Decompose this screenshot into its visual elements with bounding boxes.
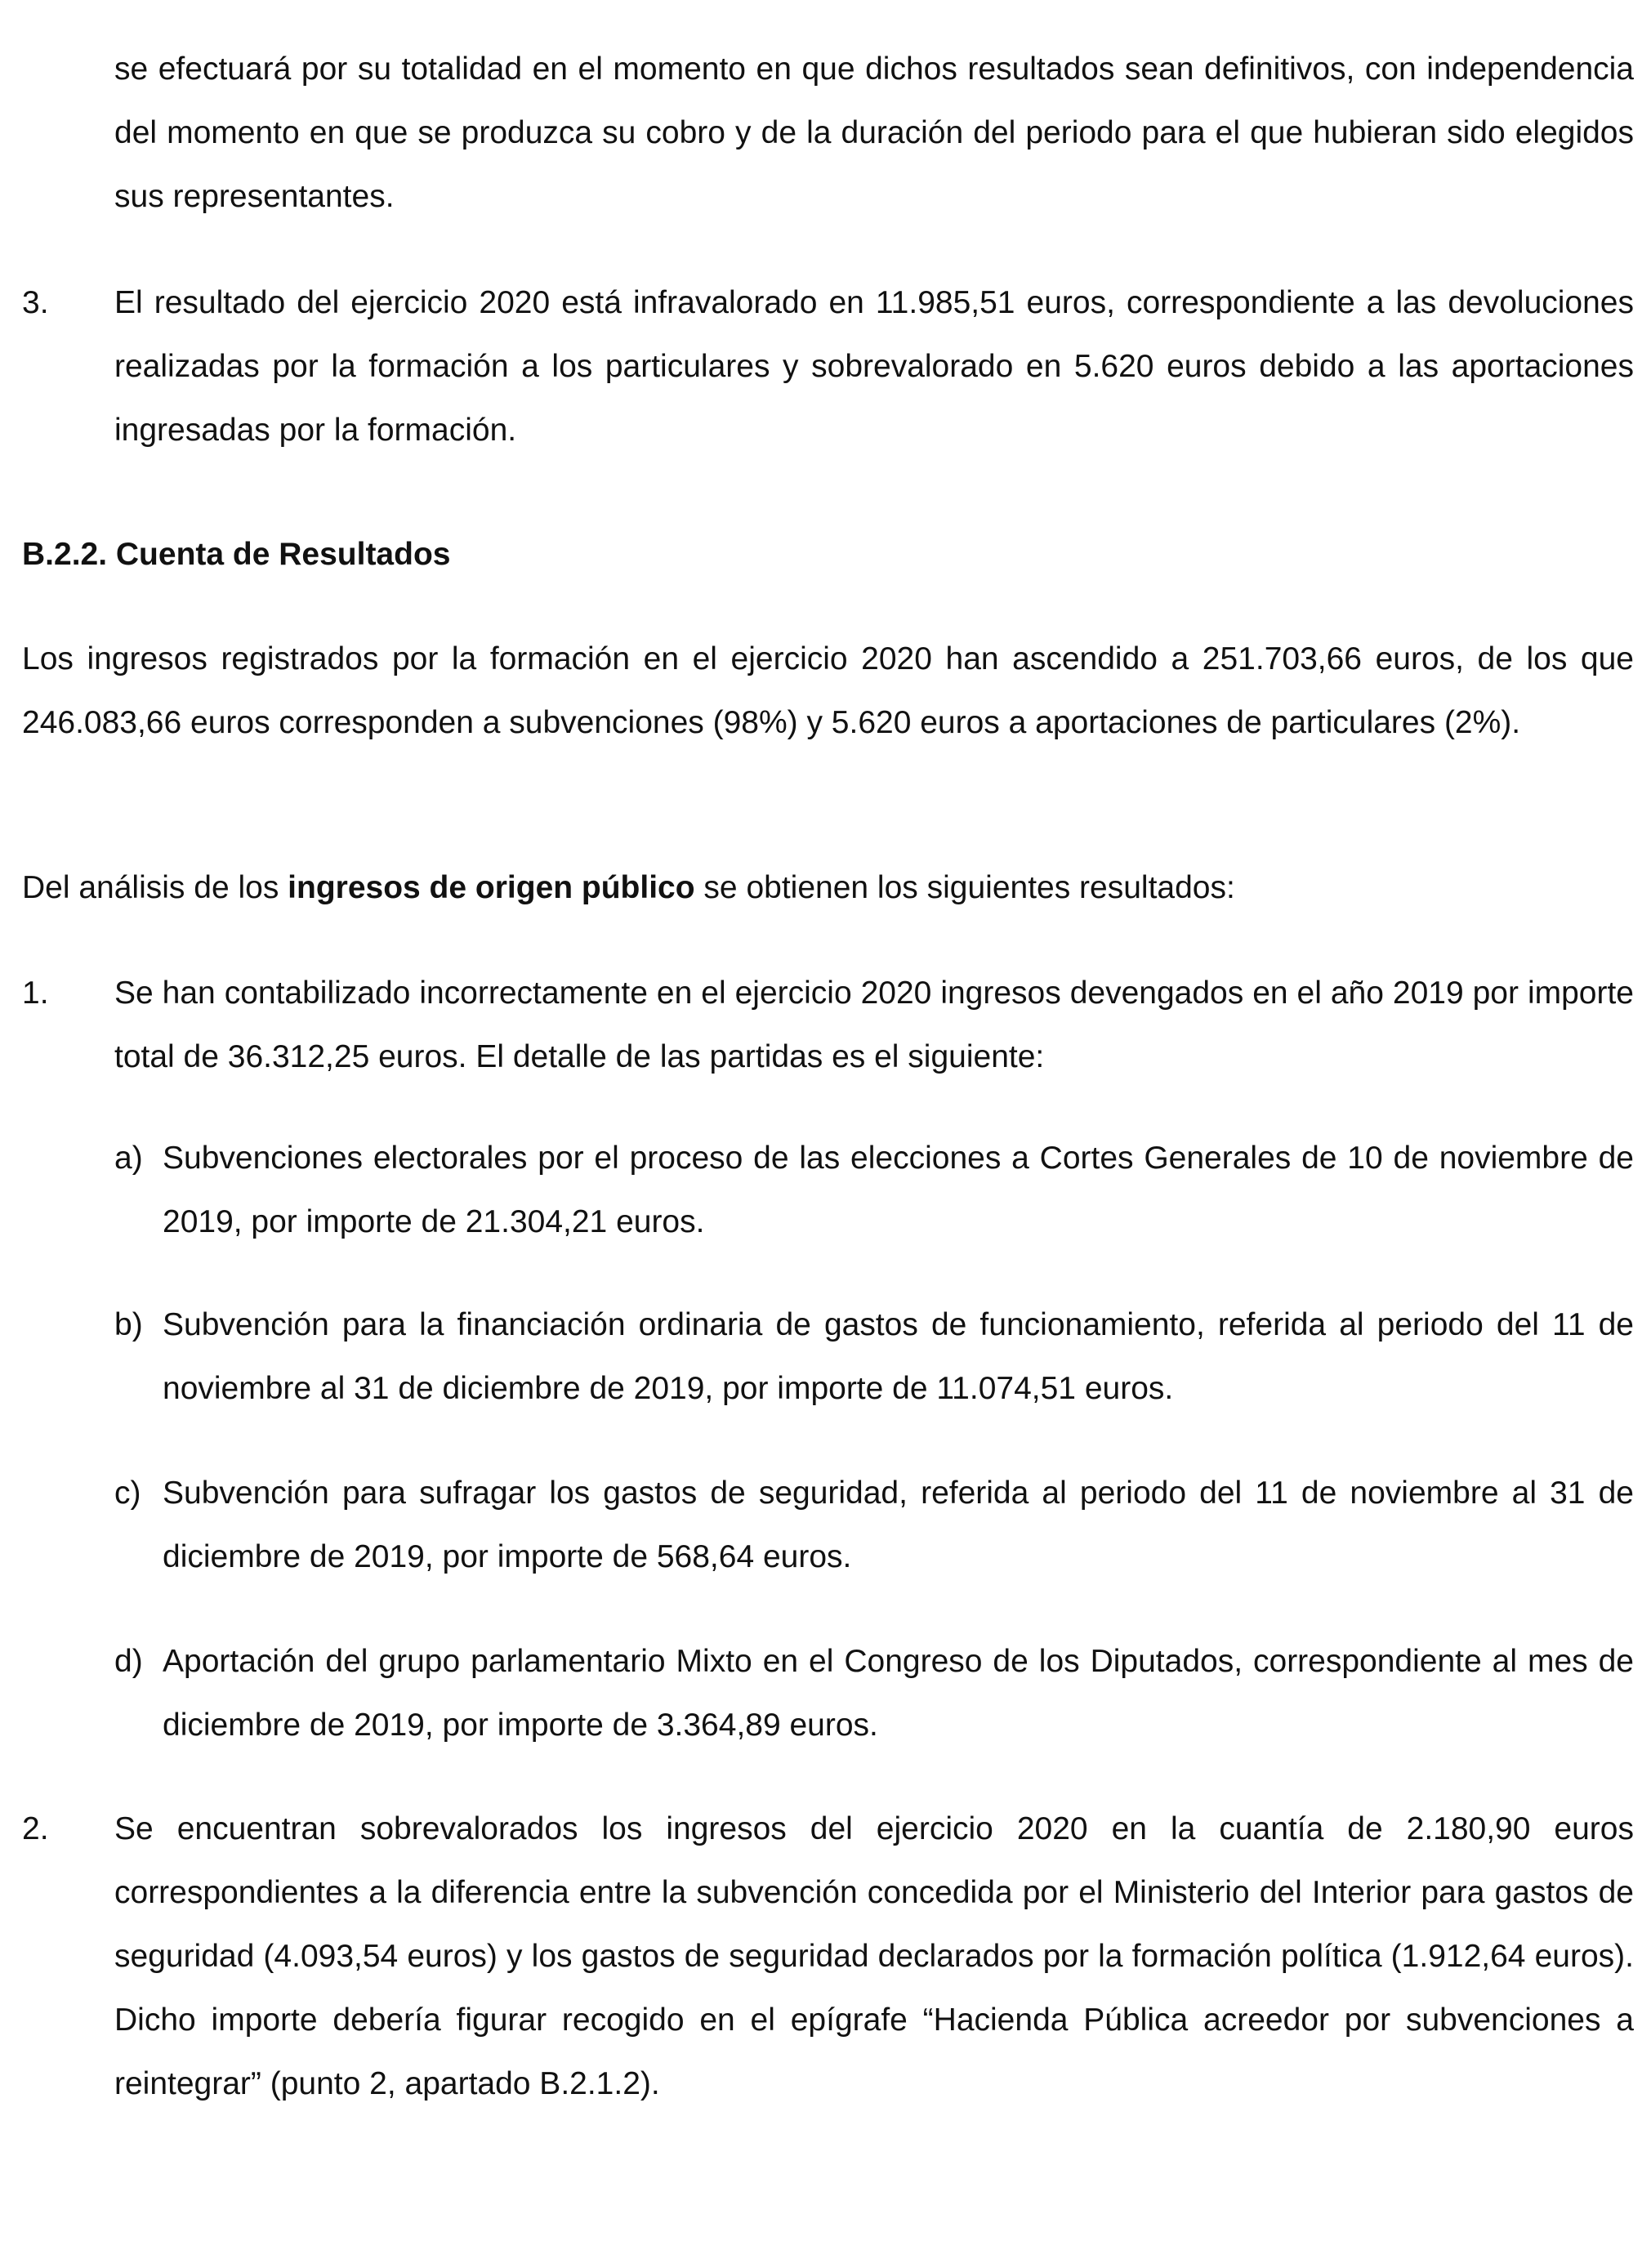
section-heading: B.2.2. Cuenta de Resultados bbox=[22, 537, 451, 572]
item-text: Se encuentran sobrevalorados los ingresos del ejercicio 2020 en la cuantía de 2.180,90 euros correspondientes a la diferencia entre la subvención concedida por el Ministerio del Interior para gastos de seguridad (4.093,54 euros) y los gastos de seguridad declarados por la formación política (1.912,64 euros). Dicho importe debería figurar recogido en el epígrafe “Hacienda Pública acreedor por subvenciones a reintegrar” (punto 2, apartado B.2.1.2). bbox=[114, 1811, 1634, 2101]
item-number: 1. bbox=[22, 976, 49, 1011]
analysis-intro bbox=[22, 856, 1634, 920]
sub-item-label: a) bbox=[114, 1141, 143, 1176]
intro-continuation: se efectuará por su totalidad en el momento en que dichos resultados sean definitivos, con independencia del momento en que se produzca su cobro y de la duración del periodo para el que hubieran sido elegidos sus representantes. bbox=[114, 51, 1634, 214]
item-number: 2. bbox=[22, 1811, 49, 1846]
sub-item-label: b) bbox=[114, 1307, 143, 1342]
sub-item-text: Aportación del grupo parlamentario Mixto en el Congreso de los Diputados, correspondiente al mes de diciembre de 2019, por importe de 3.364,89 euros. bbox=[163, 1644, 1634, 1743]
item-text: El resultado del ejercicio 2020 está infravalorado en 11.985,51 euros, correspondiente a las devoluciones realizadas por la formación a los particulares y sobrevalorado en 5.620 euros debido a las aportaciones ingresadas por la formación. bbox=[114, 285, 1634, 448]
income-paragraph: Los ingresos registrados por la formación en el ejercicio 2020 han ascendido a 251.703,66 euros, de los que 246.083,66 euros corresponden a subvenciones (98%) y 5.620 euros a aportaciones de particulares (2%). bbox=[22, 641, 1634, 740]
item-number: 3. bbox=[22, 285, 49, 320]
sub-item bbox=[114, 1630, 1634, 1757]
item-text: Se han contabilizado incorrectamente en el ejercicio 2020 ingresos devengados en el año 2019 por importe total de 36.312,25 euros. El detalle de las partidas es el siguiente: bbox=[114, 976, 1634, 1074]
sub-item bbox=[114, 1293, 1634, 1421]
sub-item-text: Subvenciones electorales por el proceso de las elecciones a Cortes Generales de 10 de noviembre de 2019, por importe de 21.304,21 euros. bbox=[163, 1141, 1634, 1239]
sub-item-label: d) bbox=[114, 1644, 143, 1679]
text: Del análisis de los bbox=[22, 870, 288, 905]
sub-item-text: Subvención para sufragar los gastos de seguridad, referida al periodo del 11 de noviembre al 31 de diciembre de 2019, por importe de 568,64 euros. bbox=[163, 1476, 1634, 1574]
sub-item-text: Subvención para la financiación ordinaria de gastos de funcionamiento, referida al periodo del 11 de noviembre al 31 de diciembre de 2019, por importe de 11.074,51 euros. bbox=[163, 1307, 1634, 1406]
text: se obtienen los siguientes resultados: bbox=[694, 870, 1235, 905]
sub-item-label: c) bbox=[114, 1476, 141, 1511]
bold-text: ingresos de origen público bbox=[288, 870, 695, 905]
sub-item bbox=[114, 1462, 1634, 1589]
sub-item bbox=[114, 1127, 1634, 1254]
